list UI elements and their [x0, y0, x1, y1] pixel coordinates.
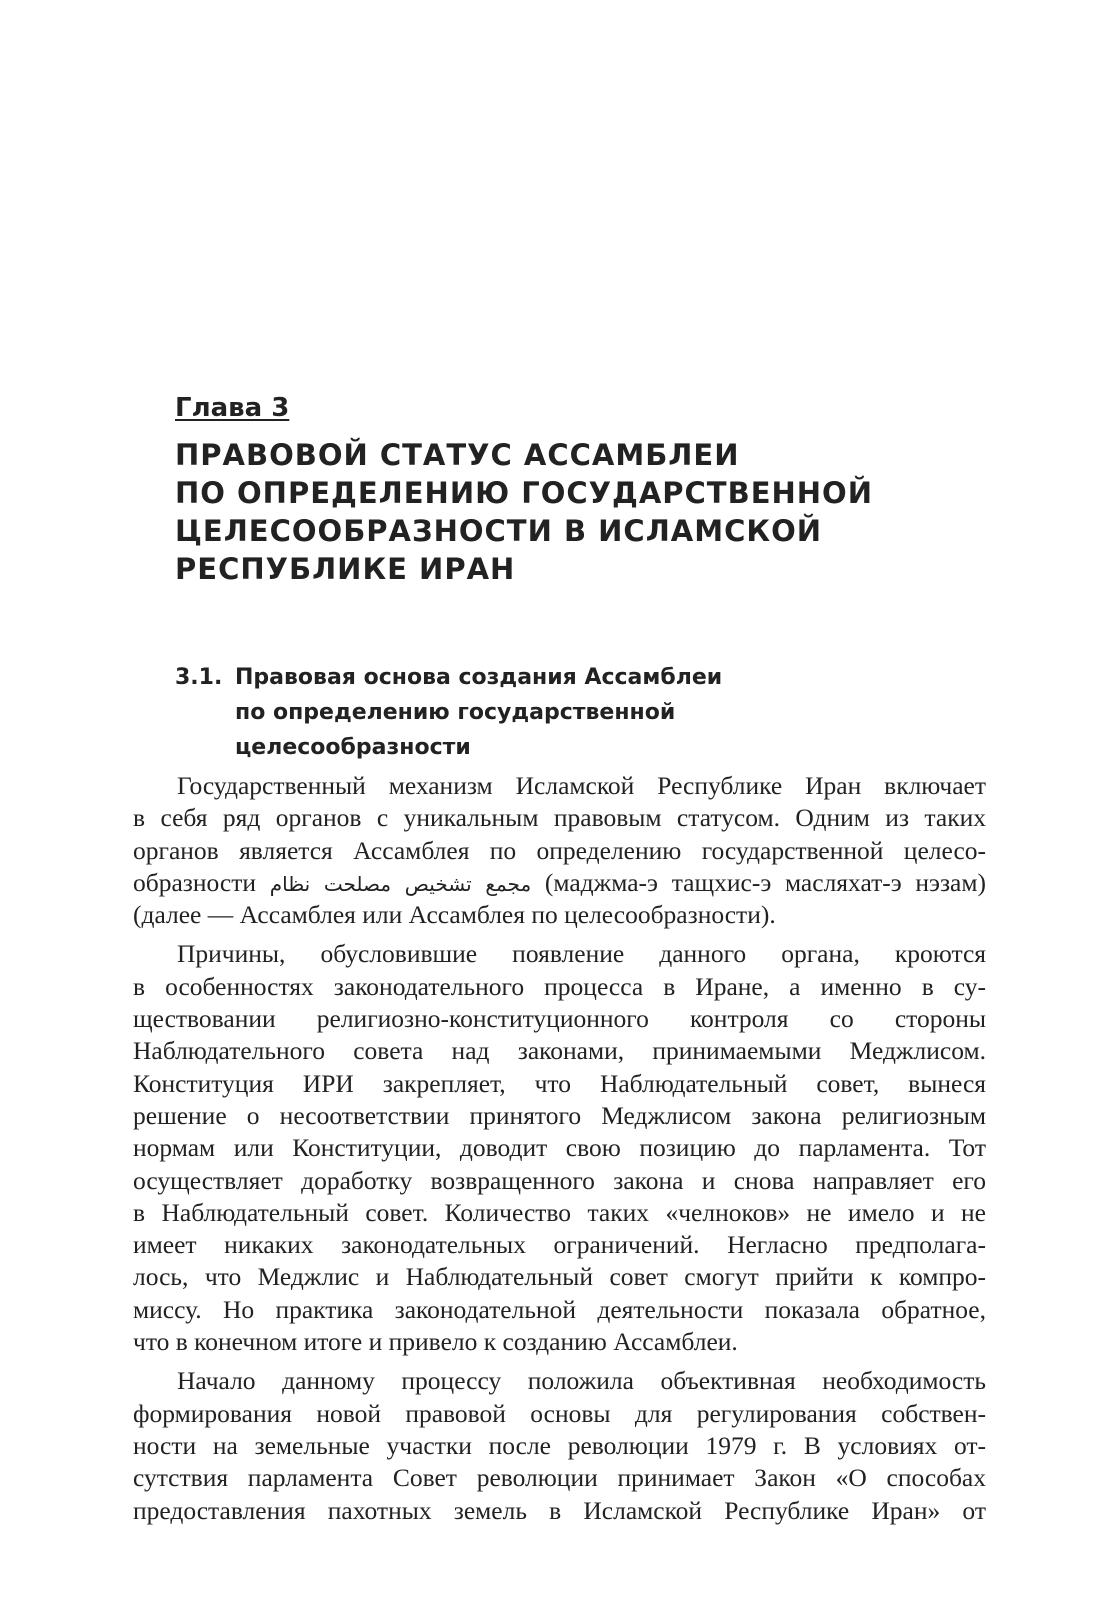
paragraph-line: Наблюдательного совета над законами, принимаемыми Меджлисом. [133, 1036, 986, 1066]
chapter-title-line: РЕСПУБЛИКЕ ИРАН [175, 552, 516, 586]
paragraph-line: лось, что Меджлис и Наблюдательный совет смогут прийти к компро- [133, 1262, 986, 1292]
paragraph-line: в Наблюдательный совет. Количество таких «челноков» не имело и не [133, 1197, 986, 1227]
paragraph-line: предоставления пахотных земель в Исламской Республике Иран» от [133, 1495, 986, 1525]
section-heading [175, 660, 875, 765]
paragraph-line: в особенностях законодательного процесса в Иране, а именно в су- [133, 971, 986, 1001]
paragraph-line: Причины, обусловившие появление данного органа, кроются [177, 939, 986, 969]
paragraph-line: в себя ряд органов с уникальным правовым статусом. Одним из таких [133, 803, 986, 833]
paragraph-line: решение о несоответствии принятого Меджлисом закона религиозным [133, 1100, 986, 1130]
paragraph-line: (далее — Ассамблея или Ассамблея по целесообразности). [133, 900, 776, 930]
chapter-title-line: ПО ОПРЕДЕЛЕНИЮ ГОСУДАРСТВЕННОЙ [175, 476, 873, 510]
paragraph-line: имеет никаких законодательных ограничений. Негласно предполага- [133, 1230, 986, 1260]
paragraph-line-with-arabic [133, 867, 986, 899]
section-title-line: по определению государственной [235, 700, 676, 725]
body-text [133, 770, 986, 1527]
inline-text: образности [133, 867, 257, 897]
arabic-term: مجمع تشخیص مصلحت نظام [269, 871, 532, 896]
paragraph-line: ности на земельные участки после революции 1979 г. В условиях от- [133, 1430, 986, 1460]
chapter-title [175, 436, 895, 588]
paragraph-line: Начало данному процессу положила объективная необходимость [177, 1366, 986, 1396]
inline-text: (маджма-э тащхис-э масляхат-э нэзам) [544, 867, 987, 897]
paragraph-line: ществовании религиозно-конституционного контроля со стороны [133, 1004, 986, 1034]
chapter-title-line: ЦЕЛЕСООБРАЗНОСТИ В ИСЛАМСКОЙ [175, 514, 823, 548]
paragraph-line: формирования новой правовой основы для регулирования собствен- [133, 1398, 986, 1428]
paragraph-line: Государственный механизм Исламской Республике Иран включает [177, 771, 986, 800]
paragraph-line: Конституция ИРИ закрепляет, что Наблюдательный совет, вынеся [133, 1068, 986, 1098]
paragraph-line: осуществляет доработку возвращенного закона и снова направляет его [133, 1165, 986, 1195]
paragraph-line: нормам или Конституции, доводит свою позицию до парламента. Тот [133, 1133, 986, 1163]
section-title-line: Правовая основа создания Ассамблеи [235, 665, 723, 690]
section-title-line: целесообразности [235, 735, 471, 760]
chapter-label: Глава 3 [175, 393, 290, 423]
chapter-title-line: ПРАВОВОЙ СТАТУС АССАМБЛЕИ [175, 438, 740, 472]
paragraph-line: органов является Ассамблея по определению государственной целесо- [133, 835, 986, 865]
paragraph-line: что в конечном итоге и привело к созданию Ассамблеи. [133, 1327, 738, 1357]
paragraph-line: миссу. Но практика законодательной деятельности показала обратное, [133, 1294, 986, 1324]
section-number: 3.1. [175, 665, 223, 690]
paragraph-line: сутствия парламента Совет революции принимает Закон «О способах [133, 1463, 986, 1493]
